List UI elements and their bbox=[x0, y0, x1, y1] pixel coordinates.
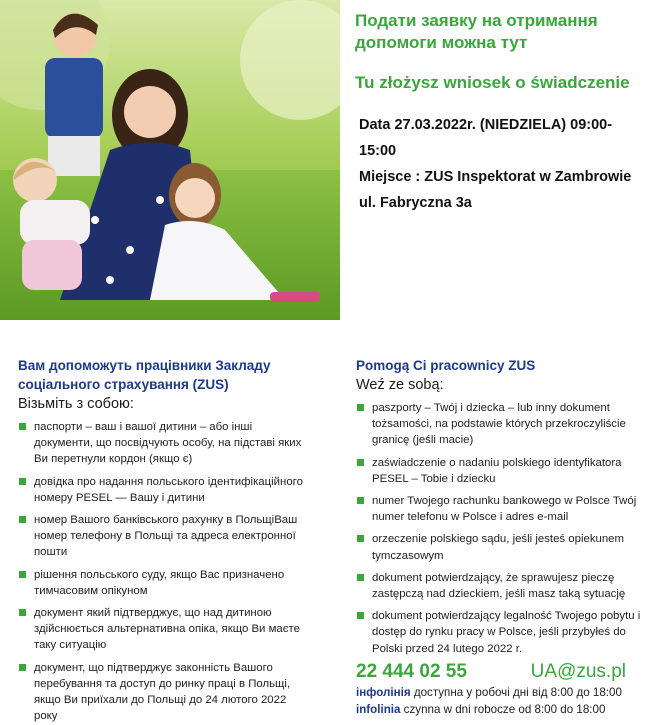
list-item: документ, що підтверджує законність Вашого перебування та доступ до ринку праці в Польщі, якщо Ви приїхали до Польщі до 24 лютого 2022 року bbox=[18, 660, 308, 725]
list-item: orzeczenie polskiego sądu, jeśli jesteś opiekunem tymczasowym bbox=[356, 531, 646, 563]
list-item: документ який підтверджує, що над дитиною здійснюється альтернативна опіка, якщо Ви маєте таку ситуацію bbox=[18, 605, 308, 654]
event-street: ul. Fabryczna 3a bbox=[359, 195, 472, 211]
info-panel bbox=[355, 10, 645, 216]
bullet-icon bbox=[19, 571, 26, 578]
bullet-icon bbox=[19, 609, 26, 616]
hours-ua: інфолінія доступна у робочі дні від 8:00 до 18:00 bbox=[356, 686, 622, 699]
pl-column-heading: Pomogą Ci pracownicy ZUS bbox=[356, 358, 536, 373]
list-item: zaświadczenie o nadaniu polskiego identyfikatora PESEL – Tobie i dziecku bbox=[356, 455, 646, 487]
bullet-icon bbox=[19, 664, 26, 671]
bullet-icon bbox=[357, 459, 364, 466]
family-photo bbox=[0, 0, 340, 320]
title-ua: Подати заявку на отримання допомоги можна тут bbox=[355, 11, 598, 52]
list-item: рішення польського суду, якщо Вас призначено тимчасовим опікуном bbox=[18, 567, 308, 599]
bullet-icon bbox=[19, 423, 26, 430]
email-link[interactable]: UA@zus.pl bbox=[530, 661, 626, 682]
bullet-icon bbox=[19, 478, 26, 485]
list-item: numer Twojego rachunku bankowego w Polsce Twój numer telefonu w Polsce i adres e-mail bbox=[356, 493, 646, 525]
bullet-icon bbox=[357, 535, 364, 542]
bullet-icon bbox=[357, 497, 364, 504]
bullet-icon bbox=[357, 404, 364, 411]
bullet-icon bbox=[19, 516, 26, 523]
phone-number[interactable]: 22 444 02 55 bbox=[356, 661, 467, 682]
ua-column-heading: Вам допоможуть працівники Закладу соціального страхування (ZUS) bbox=[18, 358, 271, 392]
hours-pl: infolinia czynna w dni robocze od 8:00 do 18:00 bbox=[356, 703, 606, 716]
list-item: довідка про надання польського ідентифікаційного номеру PESEL — Вашу і дитини bbox=[18, 474, 308, 506]
title-pl: Tu złożysz wniosek o świadczenie bbox=[355, 73, 630, 92]
hours-ua-label: інфолінія bbox=[356, 686, 411, 699]
ua-column-subheading: Візьміть з собою: bbox=[18, 396, 134, 412]
list-item: dokument potwierdzający, że sprawujesz pieczę zastępczą nad dzieckiem, jeśli masz taką sytuację bbox=[356, 570, 646, 602]
event-date: Data 27.03.2022r. (NIEDZIELA) 09:00-15:00 bbox=[359, 117, 613, 159]
bullet-icon bbox=[357, 612, 364, 619]
bullet-icon bbox=[357, 574, 364, 581]
list-item: paszporty – Twój i dziecka – lub inny dokument tożsamości, na podstawie których przekroczyliście granicę (jeśli macie) bbox=[356, 400, 646, 449]
list-item: паспорти – ваш і вашої дитини – або інші документи, що посвідчують особу, на підставі яких Ви перетнули кордон (якщо є) bbox=[18, 419, 308, 468]
ua-document-list bbox=[18, 419, 308, 724]
event-details bbox=[355, 112, 645, 216]
contact-block bbox=[356, 660, 626, 718]
pl-column bbox=[356, 356, 646, 663]
hours-pl-label: infolinia bbox=[356, 703, 401, 716]
list-item: dokument potwierdzający legalność Twojego pobytu i dostęp do rynku pracy w Polsce, jeśli przybyłeś do Polski przed 24 lutego 2022 r. bbox=[356, 608, 646, 657]
pl-column-subheading: Weź ze sobą: bbox=[356, 377, 444, 393]
event-place: Miejsce : ZUS Inspektorat w Zambrowie bbox=[359, 169, 632, 185]
pl-document-list bbox=[356, 400, 646, 657]
ua-column bbox=[18, 356, 308, 725]
list-item: номер Вашого банківського рахунку в ПольщіВаш номер телефону в Польщі та адреса електронної пошти bbox=[18, 512, 308, 561]
